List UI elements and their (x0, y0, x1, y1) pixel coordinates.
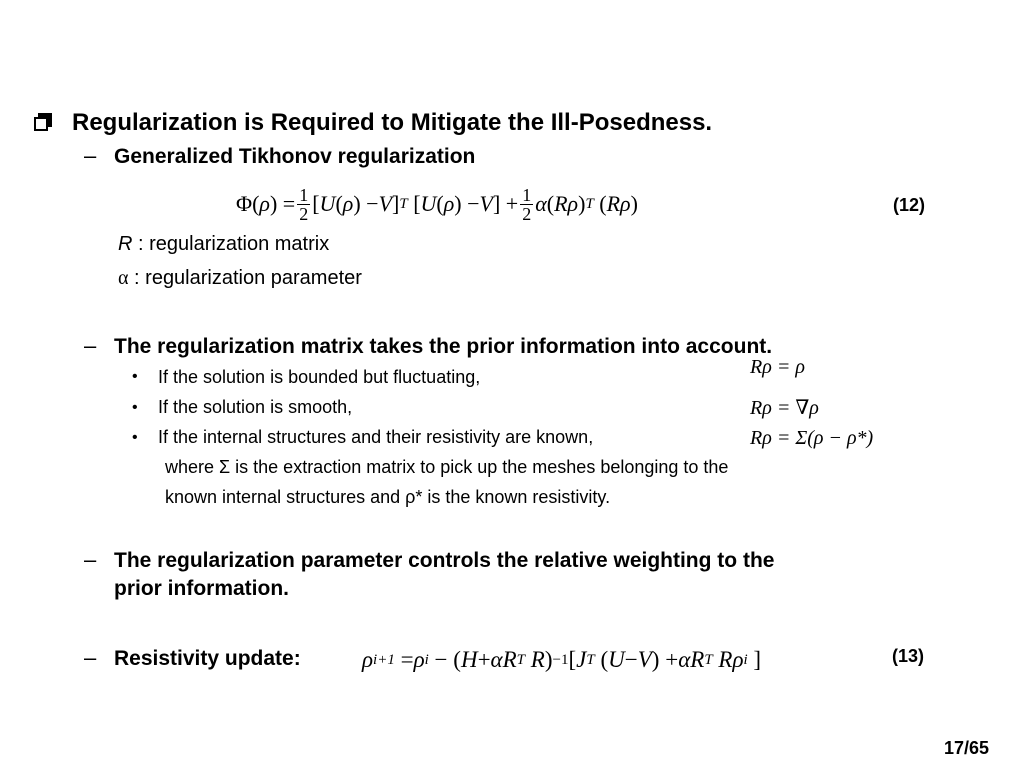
alpha-description: : regularization parameter (128, 267, 362, 289)
sub-bullet-resistivity-update: Resistivity update: (114, 647, 301, 670)
sub-bullet-tikhonov: Generalized Tikhonov regularization (114, 145, 476, 168)
page-number: 17/65 (944, 738, 990, 758)
sub-bullet-parameter-line-1: The regularization parameter controls the relative weighting to the (114, 549, 775, 572)
equation-case-bounded: Rρ = ρ (750, 356, 805, 378)
equation-case-known: Rρ = Σ(ρ − ρ*) (750, 427, 874, 449)
dash-icon: – (84, 333, 97, 358)
alpha-definition (118, 267, 362, 290)
checkbox-bullet-icon (34, 117, 48, 131)
equation-12: Φ( ρ ) = $\frac{1}{2}$ [ U ( ρ ) − V ] T [ U ( ρ ) − V ] + $\frac{1}{2}$ α ( Rρ ) T ( Rρ ) (236, 184, 638, 224)
dash-icon: – (84, 645, 97, 670)
equation-case-smooth: Rρ = ∇ρ (750, 397, 819, 419)
case-bounded: If the solution is bounded but fluctuating, (158, 367, 481, 387)
equation-12-number: (12) (893, 195, 926, 215)
bullet-dot-icon: • (132, 429, 138, 446)
case-smooth: If the solution is smooth, (158, 397, 353, 417)
equation-13-number: (13) (892, 646, 925, 666)
alpha-symbol: α (118, 267, 129, 289)
r-definition (118, 233, 329, 256)
where-line-1: where Σ is the extraction matrix to pick up the meshes belonging to the (165, 457, 729, 477)
dash-icon: – (84, 547, 97, 572)
sub-bullet-regularization-matrix: The regularization matrix takes the prior information into account. (114, 335, 773, 358)
dash-icon: – (84, 143, 97, 168)
r-symbol: R (118, 233, 133, 255)
sub-bullet-parameter-line-2: prior information. (114, 577, 289, 600)
equation-13: ρ i+1 = ρ i − ( H + αR T R ) −1 [ J T ( U − V ) + αR T Rρ i ] (362, 647, 762, 672)
bullet-dot-icon: • (132, 368, 138, 385)
bullet-dot-icon: • (132, 399, 138, 416)
r-description: : regularization matrix (132, 233, 330, 255)
main-bullet-text: Regularization is Required to Mitigate the Ill-Posedness. (72, 109, 713, 136)
case-known-structures: If the internal structures and their resistivity are known, (158, 427, 594, 447)
where-line-2: known internal structures and ρ* is the known resistivity. (165, 487, 611, 507)
